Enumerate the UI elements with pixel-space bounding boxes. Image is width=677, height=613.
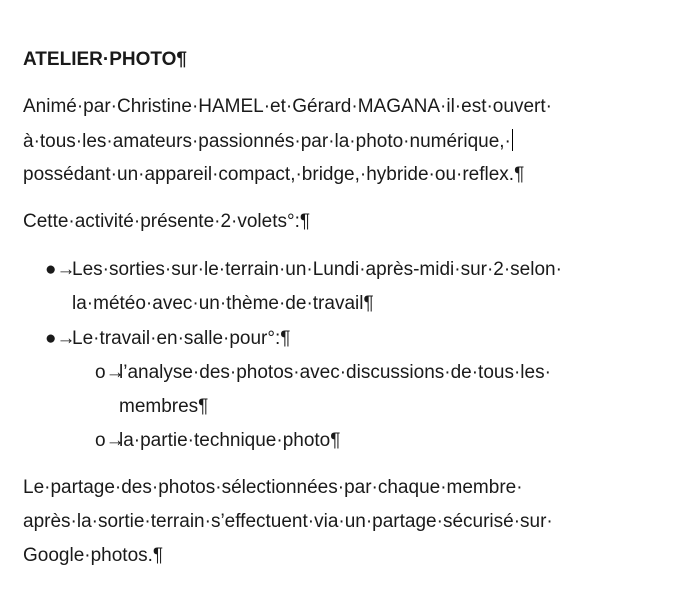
text-cursor xyxy=(512,129,513,151)
closing-line-3: Google·photos.¶ xyxy=(23,545,164,566)
bullet-marker-2: ●→ xyxy=(45,328,76,349)
sub-bullet-item-1-line-1: l’analyse·des·photos·avec·discussions·de·tous·les· xyxy=(119,362,551,383)
closing-line-2: après·la·sortie·terrain·s’effectuent·via·un·partage·sécurisé·sur· xyxy=(23,511,553,532)
closing-line-1: Le·partage·des·photos·sélectionnées·par·chaque·membre· xyxy=(23,477,523,498)
sub-bullet-item-2: la·partie·technique·photo¶ xyxy=(119,430,341,451)
intro-line-2-text: à·tous·les·amateurs·passionnés·par·la·photo·numérique,· xyxy=(23,131,511,152)
document-title: ATELIER·PHOTO¶ xyxy=(23,49,187,70)
bullet-item-1-line-2: la·météo·avec·un·thème·de·travail¶ xyxy=(72,293,374,314)
sub-bullet-item-1-line-2: membres¶ xyxy=(119,396,209,417)
sub-bullet-marker-1: o→ xyxy=(95,362,125,383)
bullet-item-2: Le·travail·en·salle·pour°:¶ xyxy=(72,328,291,349)
intro-line-1: Animé·par·Christine·HAMEL·et·Gérard·MAGANA·il·est·ouvert· xyxy=(23,96,552,117)
volets-paragraph: Cette·activité·présente·2·volets°:¶ xyxy=(23,211,311,232)
intro-line-2 xyxy=(23,129,513,154)
bullet-marker-1: ●→ xyxy=(45,259,76,280)
intro-line-3: possédant·un·appareil·compact,·bridge,·hybride·ou·reflex.¶ xyxy=(23,164,525,185)
bullet-item-1-line-1: Les·sorties·sur·le·terrain·un·Lundi·après-midi·sur·2·selon· xyxy=(72,259,562,280)
sub-bullet-marker-2: o→ xyxy=(95,430,125,451)
